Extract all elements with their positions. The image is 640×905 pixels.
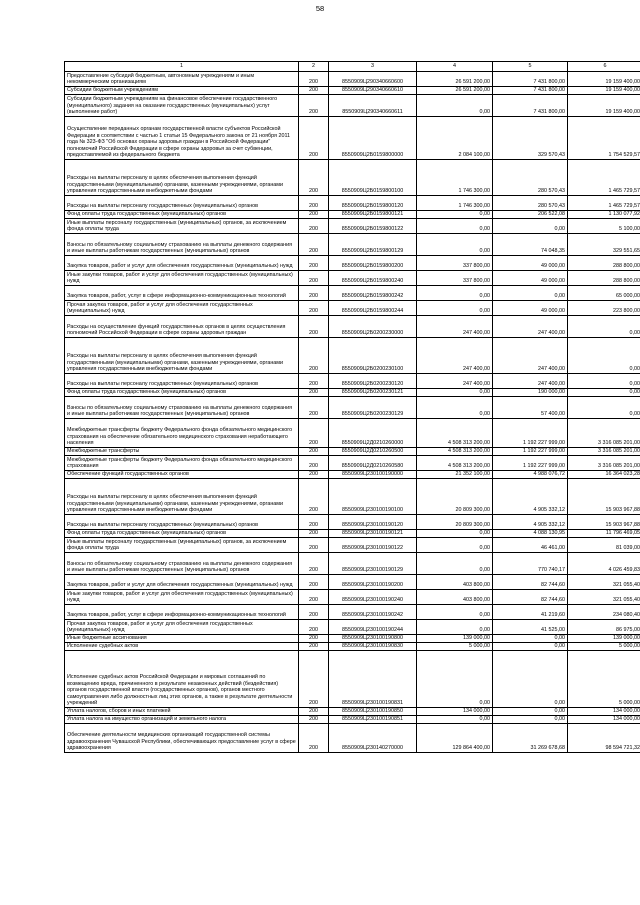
cell-approved-amount: 0,00 bbox=[417, 211, 493, 219]
cell-description: Межбюджетные трансферты бюджету Федерального фонда обязательного медицинского страхования на обеспечение обязательного медицинского страхования неработающего населения bbox=[65, 419, 299, 448]
table-row bbox=[65, 635, 640, 643]
page-number: 58 bbox=[315, 4, 325, 13]
table-row bbox=[65, 374, 640, 389]
cell-remaining-amount: 134 000,00 bbox=[568, 716, 640, 724]
cell-admin-code: 200 bbox=[299, 374, 329, 389]
cell-description: Иные выплаты персоналу государственных (муниципальных) органов, за исключением фонда оплаты труда bbox=[65, 538, 299, 553]
cell-approved-amount: 337 800,00 bbox=[417, 271, 493, 286]
table-row bbox=[65, 448, 640, 456]
cell-executed-amount: 7 431 800,00 bbox=[493, 87, 568, 95]
cell-classification-code: 8550909Ц2Б0159800240 bbox=[329, 271, 417, 286]
cell-approved-amount: 0,00 bbox=[417, 286, 493, 301]
cell-remaining-amount: 329 551,65 bbox=[568, 234, 640, 256]
cell-classification-code: 8550909Ц290340660600 bbox=[329, 72, 417, 87]
table-row bbox=[65, 456, 640, 471]
cell-description: Взносы по обязательному социальному страхованию на выплаты денежного содержания и иные выплаты работникам государственных (муниципальных) органов bbox=[65, 553, 299, 575]
table-row bbox=[65, 605, 640, 620]
cell-executed-amount: 280 570,43 bbox=[493, 160, 568, 196]
cell-remaining-amount: 0,00 bbox=[568, 316, 640, 338]
cell-remaining-amount: 98 594 721,32 bbox=[568, 724, 640, 753]
cell-approved-amount: 0,00 bbox=[417, 389, 493, 397]
table-row bbox=[65, 95, 640, 117]
cell-admin-code: 200 bbox=[299, 553, 329, 575]
cell-remaining-amount: 0,00 bbox=[568, 389, 640, 397]
header-col-5: 5 bbox=[493, 62, 568, 72]
cell-classification-code: 8550909Ц2Б0159800242 bbox=[329, 286, 417, 301]
cell-description: Уплата налогов, сборов и иных платежей bbox=[65, 708, 299, 716]
table-row bbox=[65, 87, 640, 95]
table-row bbox=[65, 271, 640, 286]
cell-remaining-amount: 81 039,00 bbox=[568, 538, 640, 553]
cell-executed-amount: 247 400,00 bbox=[493, 338, 568, 374]
header-col-1: 1 bbox=[65, 62, 299, 72]
cell-approved-amount: 0,00 bbox=[417, 651, 493, 708]
cell-executed-amount: 7 431 800,00 bbox=[493, 72, 568, 87]
table-row bbox=[65, 479, 640, 515]
cell-executed-amount: 4 988 076,72 bbox=[493, 471, 568, 479]
header-col-3: 3 bbox=[329, 62, 417, 72]
cell-approved-amount: 403 800,00 bbox=[417, 590, 493, 605]
table-row bbox=[65, 716, 640, 724]
cell-admin-code: 200 bbox=[299, 95, 329, 117]
header-col-4: 4 bbox=[417, 62, 493, 72]
cell-executed-amount: 0,00 bbox=[493, 643, 568, 651]
cell-description: Субсидии бюджетным учреждениям на финансовое обеспечение государственного (муниципального) задания на оказание государственных (муниципальных) услуг (выполнение работ) bbox=[65, 95, 299, 117]
table-row bbox=[65, 234, 640, 256]
table-row bbox=[65, 708, 640, 716]
table-row bbox=[65, 515, 640, 530]
cell-executed-amount: 206 522,08 bbox=[493, 211, 568, 219]
cell-admin-code: 200 bbox=[299, 211, 329, 219]
cell-remaining-amount: 5 000,00 bbox=[568, 651, 640, 708]
header-row bbox=[65, 62, 640, 72]
cell-admin-code: 200 bbox=[299, 397, 329, 419]
cell-classification-code: 8550909Ц230100190122 bbox=[329, 538, 417, 553]
cell-admin-code: 200 bbox=[299, 160, 329, 196]
cell-description: Фонд оплаты труда государственных (муниципальных) органов bbox=[65, 211, 299, 219]
cell-classification-code: 8550909Ц230100190244 bbox=[329, 620, 417, 635]
cell-description: Иные закупки товаров, работ и услуг для обеспечения государственных (муниципальных) нужд bbox=[65, 590, 299, 605]
cell-classification-code: 8550909Ц230100190100 bbox=[329, 479, 417, 515]
cell-admin-code: 200 bbox=[299, 256, 329, 271]
cell-executed-amount: 247 400,00 bbox=[493, 316, 568, 338]
table-row bbox=[65, 117, 640, 160]
cell-description: Расходы на выплаты персоналу государственных (муниципальных) органов bbox=[65, 196, 299, 211]
cell-description: Межбюджетные трансферты бюджету Федерального фонда обязательного медицинского страхования bbox=[65, 456, 299, 471]
table-row bbox=[65, 553, 640, 575]
cell-executed-amount: 46 461,00 bbox=[493, 538, 568, 553]
cell-admin-code: 200 bbox=[299, 117, 329, 160]
cell-classification-code: 8550909Ц2Б0200230129 bbox=[329, 397, 417, 419]
cell-approved-amount: 129 864 400,00 bbox=[417, 724, 493, 753]
header-col-2: 2 bbox=[299, 62, 329, 72]
cell-remaining-amount: 3 316 085 201,00 bbox=[568, 456, 640, 471]
cell-remaining-amount: 139 000,00 bbox=[568, 635, 640, 643]
cell-approved-amount: 5 000,00 bbox=[417, 643, 493, 651]
cell-approved-amount: 1 746 300,00 bbox=[417, 196, 493, 211]
cell-description: Закупка товаров, работ и услуг для обеспечения государственных (муниципальных) нужд bbox=[65, 575, 299, 590]
table-body bbox=[65, 72, 640, 753]
cell-remaining-amount: 288 800,00 bbox=[568, 271, 640, 286]
cell-executed-amount: 1 192 227 999,00 bbox=[493, 456, 568, 471]
cell-executed-amount: 0,00 bbox=[493, 708, 568, 716]
cell-approved-amount: 4 508 313 200,00 bbox=[417, 456, 493, 471]
cell-approved-amount: 0,00 bbox=[417, 605, 493, 620]
table-row bbox=[65, 590, 640, 605]
cell-executed-amount: 0,00 bbox=[493, 716, 568, 724]
cell-approved-amount: 2 084 100,00 bbox=[417, 117, 493, 160]
cell-executed-amount: 329 570,43 bbox=[493, 117, 568, 160]
cell-approved-amount: 1 746 300,00 bbox=[417, 160, 493, 196]
cell-approved-amount: 247 400,00 bbox=[417, 338, 493, 374]
cell-classification-code: 8550909Ц2Д0210260500 bbox=[329, 448, 417, 456]
table-row bbox=[65, 620, 640, 635]
cell-approved-amount: 4 508 313 200,00 bbox=[417, 419, 493, 448]
cell-admin-code: 200 bbox=[299, 219, 329, 234]
cell-classification-code: 8550909Ц290340660611 bbox=[329, 95, 417, 117]
cell-classification-code: 8550909Ц230100190800 bbox=[329, 635, 417, 643]
table-row bbox=[65, 316, 640, 338]
table-row bbox=[65, 724, 640, 753]
cell-description: Уплата налога на имущество организаций и земельного налога bbox=[65, 716, 299, 724]
budget-table-container bbox=[64, 61, 640, 753]
cell-remaining-amount: 321 055,40 bbox=[568, 590, 640, 605]
cell-admin-code: 200 bbox=[299, 72, 329, 87]
cell-remaining-amount: 5 000,00 bbox=[568, 643, 640, 651]
cell-classification-code: 8550909Ц230140270000 bbox=[329, 724, 417, 753]
cell-admin-code: 200 bbox=[299, 530, 329, 538]
cell-admin-code: 200 bbox=[299, 196, 329, 211]
table-row bbox=[65, 286, 640, 301]
cell-remaining-amount: 19 159 400,00 bbox=[568, 87, 640, 95]
cell-description: Расходы на выплаты персоналу в целях обеспечения выполнения функций государственными (муниципальными) органами, казенными учреждениями, органами управления государственными внебюджетными фондами bbox=[65, 338, 299, 374]
cell-description: Обеспечение функций государственных органов bbox=[65, 471, 299, 479]
cell-description: Исполнение судебных актов bbox=[65, 643, 299, 651]
cell-executed-amount: 49 000,00 bbox=[493, 301, 568, 316]
cell-executed-amount: 280 570,43 bbox=[493, 196, 568, 211]
cell-classification-code: 8550909Ц2Б0159800122 bbox=[329, 219, 417, 234]
cell-classification-code: 8550909Ц230100190240 bbox=[329, 590, 417, 605]
cell-approved-amount: 26 591 200,00 bbox=[417, 72, 493, 87]
cell-approved-amount: 0,00 bbox=[417, 530, 493, 538]
cell-executed-amount: 0,00 bbox=[493, 651, 568, 708]
table-row bbox=[65, 160, 640, 196]
table-row bbox=[65, 72, 640, 87]
cell-executed-amount: 49 000,00 bbox=[493, 271, 568, 286]
cell-description: Прочая закупка товаров, работ и услуг для обеспечения государственных (муниципальных) нужд bbox=[65, 301, 299, 316]
cell-executed-amount: 41 219,60 bbox=[493, 605, 568, 620]
cell-admin-code: 200 bbox=[299, 87, 329, 95]
cell-approved-amount: 0,00 bbox=[417, 301, 493, 316]
cell-approved-amount: 0,00 bbox=[417, 234, 493, 256]
cell-classification-code: 8550909Ц230100190120 bbox=[329, 515, 417, 530]
cell-executed-amount: 41 525,00 bbox=[493, 620, 568, 635]
cell-approved-amount: 134 000,00 bbox=[417, 708, 493, 716]
cell-remaining-amount: 11 796 469,05 bbox=[568, 530, 640, 538]
cell-executed-amount: 770 740,17 bbox=[493, 553, 568, 575]
table-row bbox=[65, 301, 640, 316]
cell-remaining-amount: 19 159 400,00 bbox=[568, 95, 640, 117]
cell-classification-code: 8550909Ц2Б0159800129 bbox=[329, 234, 417, 256]
cell-classification-code: 8550909Ц230100190831 bbox=[329, 651, 417, 708]
cell-remaining-amount: 16 364 023,28 bbox=[568, 471, 640, 479]
cell-admin-code: 200 bbox=[299, 338, 329, 374]
cell-description: Субсидии бюджетным учреждениям bbox=[65, 87, 299, 95]
cell-remaining-amount: 86 975,00 bbox=[568, 620, 640, 635]
table-row bbox=[65, 530, 640, 538]
cell-description: Закупка товаров, работ и услуг для обеспечения государственных (муниципальных) нужд bbox=[65, 256, 299, 271]
table-row bbox=[65, 397, 640, 419]
table-row bbox=[65, 196, 640, 211]
cell-remaining-amount: 134 000,00 bbox=[568, 708, 640, 716]
cell-approved-amount: 4 508 313 200,00 bbox=[417, 448, 493, 456]
cell-executed-amount: 74 048,35 bbox=[493, 234, 568, 256]
header-col-6: 6 bbox=[568, 62, 640, 72]
cell-admin-code: 200 bbox=[299, 590, 329, 605]
cell-executed-amount: 57 400,00 bbox=[493, 397, 568, 419]
cell-description: Взносы по обязательному социальному страхованию на выплаты денежного содержания и иные выплаты работникам государственных (муниципальных) органов bbox=[65, 234, 299, 256]
cell-approved-amount: 21 352 100,00 bbox=[417, 471, 493, 479]
cell-admin-code: 200 bbox=[299, 419, 329, 448]
cell-classification-code: 8550909Ц2Б0159800120 bbox=[329, 196, 417, 211]
cell-classification-code: 8550909Ц2Б0200230120 bbox=[329, 374, 417, 389]
cell-admin-code: 200 bbox=[299, 448, 329, 456]
cell-remaining-amount: 223 800,00 bbox=[568, 301, 640, 316]
cell-description: Предоставление субсидий бюджетным, автономным учреждениям и иным некоммерческим организациям bbox=[65, 72, 299, 87]
cell-approved-amount: 247 400,00 bbox=[417, 374, 493, 389]
table-row bbox=[65, 389, 640, 397]
cell-classification-code: 8550909Ц2Б0200230121 bbox=[329, 389, 417, 397]
cell-remaining-amount: 3 316 085 201,00 bbox=[568, 448, 640, 456]
cell-classification-code: 8550909Ц230100190200 bbox=[329, 575, 417, 590]
cell-description: Расходы на выплаты персоналу в целях обеспечения выполнения функций государственными (муниципальными) органами, казенными учреждениями, органами управления государственными внебюджетными фондами bbox=[65, 479, 299, 515]
cell-classification-code: 8550909Ц2Б0159800000 bbox=[329, 117, 417, 160]
cell-admin-code: 200 bbox=[299, 635, 329, 643]
cell-approved-amount: 403 800,00 bbox=[417, 575, 493, 590]
cell-admin-code: 200 bbox=[299, 651, 329, 708]
cell-classification-code: 8550909Ц2Б0159800244 bbox=[329, 301, 417, 316]
cell-executed-amount: 82 744,60 bbox=[493, 590, 568, 605]
cell-description: Закупка товаров, работ, услуг в сфере информационно-коммуникационных технологий bbox=[65, 286, 299, 301]
cell-description: Фонд оплаты труда государственных (муниципальных) органов bbox=[65, 530, 299, 538]
cell-description: Иные бюджетные ассигнования bbox=[65, 635, 299, 643]
cell-description: Прочая закупка товаров, работ и услуг для обеспечения государственных (муниципальных) нужд bbox=[65, 620, 299, 635]
cell-executed-amount: 7 431 800,00 bbox=[493, 95, 568, 117]
cell-remaining-amount: 19 159 400,00 bbox=[568, 72, 640, 87]
cell-admin-code: 200 bbox=[299, 389, 329, 397]
cell-remaining-amount: 321 055,40 bbox=[568, 575, 640, 590]
cell-description: Расходы на выплаты персоналу государственных (муниципальных) органов bbox=[65, 515, 299, 530]
cell-description: Взносы по обязательному социальному страхованию на выплаты денежного содержания и иные выплаты работникам государственных (муниципальных) органов bbox=[65, 397, 299, 419]
cell-description: Межбюджетные трансферты bbox=[65, 448, 299, 456]
cell-classification-code: 8550909Ц2Д0210260000 bbox=[329, 419, 417, 448]
budget-expenditure-table bbox=[64, 61, 640, 753]
cell-admin-code: 200 bbox=[299, 316, 329, 338]
cell-approved-amount: 247 400,00 bbox=[417, 316, 493, 338]
table-row bbox=[65, 643, 640, 651]
cell-classification-code: 8550909Ц230100190242 bbox=[329, 605, 417, 620]
cell-approved-amount: 26 591 200,00 bbox=[417, 87, 493, 95]
cell-description: Исполнение судебных актов Российской Федерации и мировых соглашений по возмещению вреда, причиненного в результате незаконных действий (бездействия) органов государственной власти (государственных органов), органов местного самоуправления либо должностных лиц этих органов, а также в результате деятельности учреждений bbox=[65, 651, 299, 708]
cell-classification-code: 8550909Ц2Б0159800100 bbox=[329, 160, 417, 196]
cell-remaining-amount: 3 316 085 201,00 bbox=[568, 419, 640, 448]
cell-description: Расходы на выплаты персоналу государственных (муниципальных) органов bbox=[65, 374, 299, 389]
cell-remaining-amount: 1 465 729,57 bbox=[568, 196, 640, 211]
cell-executed-amount: 247 400,00 bbox=[493, 374, 568, 389]
table-row bbox=[65, 338, 640, 374]
table-row bbox=[65, 538, 640, 553]
cell-classification-code: 8550909Ц230100190121 bbox=[329, 530, 417, 538]
cell-approved-amount: 0,00 bbox=[417, 620, 493, 635]
cell-admin-code: 200 bbox=[299, 575, 329, 590]
cell-admin-code: 200 bbox=[299, 234, 329, 256]
cell-description: Осуществление переданных органам государственной власти субъектов Российской Федерации в соответствии с частью 1 статьи 15 Федерального закона от 21 ноября 2011 года № 323-ФЗ "Об основах охраны здоровья граждан в Российской Федерации" полномочий Российской Федерации в сфере охраны здоровья за счет субвенции, предоставляемой из федерального бюджета bbox=[65, 117, 299, 160]
cell-classification-code: 8550909Ц2Б0200230100 bbox=[329, 338, 417, 374]
cell-approved-amount: 337 800,00 bbox=[417, 256, 493, 271]
cell-executed-amount: 1 192 227 999,00 bbox=[493, 419, 568, 448]
cell-admin-code: 200 bbox=[299, 724, 329, 753]
cell-classification-code: 8550909Ц230100190830 bbox=[329, 643, 417, 651]
cell-classification-code: 8550909Ц290340660610 bbox=[329, 87, 417, 95]
cell-approved-amount: 20 809 300,00 bbox=[417, 515, 493, 530]
cell-admin-code: 200 bbox=[299, 479, 329, 515]
cell-admin-code: 200 bbox=[299, 716, 329, 724]
cell-approved-amount: 0,00 bbox=[417, 553, 493, 575]
table-row bbox=[65, 419, 640, 448]
cell-remaining-amount: 0,00 bbox=[568, 338, 640, 374]
cell-approved-amount: 0,00 bbox=[417, 397, 493, 419]
cell-executed-amount: 49 000,00 bbox=[493, 256, 568, 271]
cell-executed-amount: 31 269 678,68 bbox=[493, 724, 568, 753]
cell-admin-code: 200 bbox=[299, 456, 329, 471]
cell-classification-code: 8550909Ц2Б0200230000 bbox=[329, 316, 417, 338]
table-row bbox=[65, 256, 640, 271]
cell-remaining-amount: 0,00 bbox=[568, 397, 640, 419]
cell-admin-code: 200 bbox=[299, 286, 329, 301]
cell-executed-amount: 1 192 227 999,00 bbox=[493, 448, 568, 456]
cell-remaining-amount: 5 100,00 bbox=[568, 219, 640, 234]
table-row bbox=[65, 211, 640, 219]
cell-classification-code: 8550909Ц230100190850 bbox=[329, 708, 417, 716]
cell-admin-code: 200 bbox=[299, 708, 329, 716]
cell-approved-amount: 139 000,00 bbox=[417, 635, 493, 643]
table-row bbox=[65, 575, 640, 590]
cell-description: Обеспечение деятельности медицинских организаций государственной системы здравоохранения Чувашской Республики, обеспечивающих предоставление услуг в сфере здравоохранения bbox=[65, 724, 299, 753]
cell-executed-amount: 4 905 332,12 bbox=[493, 479, 568, 515]
cell-remaining-amount: 1 465 729,57 bbox=[568, 160, 640, 196]
cell-remaining-amount: 234 080,40 bbox=[568, 605, 640, 620]
cell-description: Фонд оплаты труда государственных (муниципальных) органов bbox=[65, 389, 299, 397]
cell-remaining-amount: 1 130 077,92 bbox=[568, 211, 640, 219]
cell-remaining-amount: 15 903 967,88 bbox=[568, 515, 640, 530]
cell-approved-amount: 0,00 bbox=[417, 716, 493, 724]
cell-admin-code: 200 bbox=[299, 605, 329, 620]
table-row bbox=[65, 651, 640, 708]
cell-admin-code: 200 bbox=[299, 471, 329, 479]
cell-remaining-amount: 0,00 bbox=[568, 374, 640, 389]
cell-classification-code: 8550909Ц2Б0159800200 bbox=[329, 256, 417, 271]
cell-executed-amount: 4 905 332,12 bbox=[493, 515, 568, 530]
cell-remaining-amount: 65 000,00 bbox=[568, 286, 640, 301]
cell-remaining-amount: 15 903 967,88 bbox=[568, 479, 640, 515]
cell-approved-amount: 20 809 300,00 bbox=[417, 479, 493, 515]
cell-classification-code: 8550909Ц230100190000 bbox=[329, 471, 417, 479]
cell-executed-amount: 4 088 130,95 bbox=[493, 530, 568, 538]
cell-classification-code: 8550909Ц2Д0210260580 bbox=[329, 456, 417, 471]
cell-classification-code: 8550909Ц230100190851 bbox=[329, 716, 417, 724]
cell-classification-code: 8550909Ц2Б0159800121 bbox=[329, 211, 417, 219]
cell-remaining-amount: 288 800,00 bbox=[568, 256, 640, 271]
cell-admin-code: 200 bbox=[299, 271, 329, 286]
cell-description: Иные закупки товаров, работ и услуг для обеспечения государственных (муниципальных) нужд bbox=[65, 271, 299, 286]
table-row bbox=[65, 471, 640, 479]
cell-remaining-amount: 1 754 529,57 bbox=[568, 117, 640, 160]
cell-admin-code: 200 bbox=[299, 538, 329, 553]
cell-executed-amount: 0,00 bbox=[493, 219, 568, 234]
cell-admin-code: 200 bbox=[299, 515, 329, 530]
cell-approved-amount: 0,00 bbox=[417, 538, 493, 553]
cell-remaining-amount: 4 026 459,83 bbox=[568, 553, 640, 575]
cell-approved-amount: 0,00 bbox=[417, 219, 493, 234]
cell-executed-amount: 190 000,00 bbox=[493, 389, 568, 397]
table-row bbox=[65, 219, 640, 234]
cell-description: Иные выплаты персоналу государственных (муниципальных) органов, за исключением фонда оплаты труда bbox=[65, 219, 299, 234]
cell-admin-code: 200 bbox=[299, 643, 329, 651]
cell-executed-amount: 0,00 bbox=[493, 286, 568, 301]
cell-executed-amount: 82 744,60 bbox=[493, 575, 568, 590]
cell-classification-code: 8550909Ц230100190129 bbox=[329, 553, 417, 575]
cell-admin-code: 200 bbox=[299, 301, 329, 316]
cell-approved-amount: 0,00 bbox=[417, 95, 493, 117]
cell-description: Расходы на осуществление функций государственных органов в целях осуществления полномочий Российской Федерации в сфере охраны здоровья граждан bbox=[65, 316, 299, 338]
cell-executed-amount: 0,00 bbox=[493, 635, 568, 643]
cell-admin-code: 200 bbox=[299, 620, 329, 635]
cell-description: Закупка товаров, работ, услуг в сфере информационно-коммуникационных технологий bbox=[65, 605, 299, 620]
cell-description: Расходы на выплаты персоналу в целях обеспечения выполнения функций государственными (муниципальными) органами, казенными учреждениями, органами управления государственными внебюджетными фондами bbox=[65, 160, 299, 196]
